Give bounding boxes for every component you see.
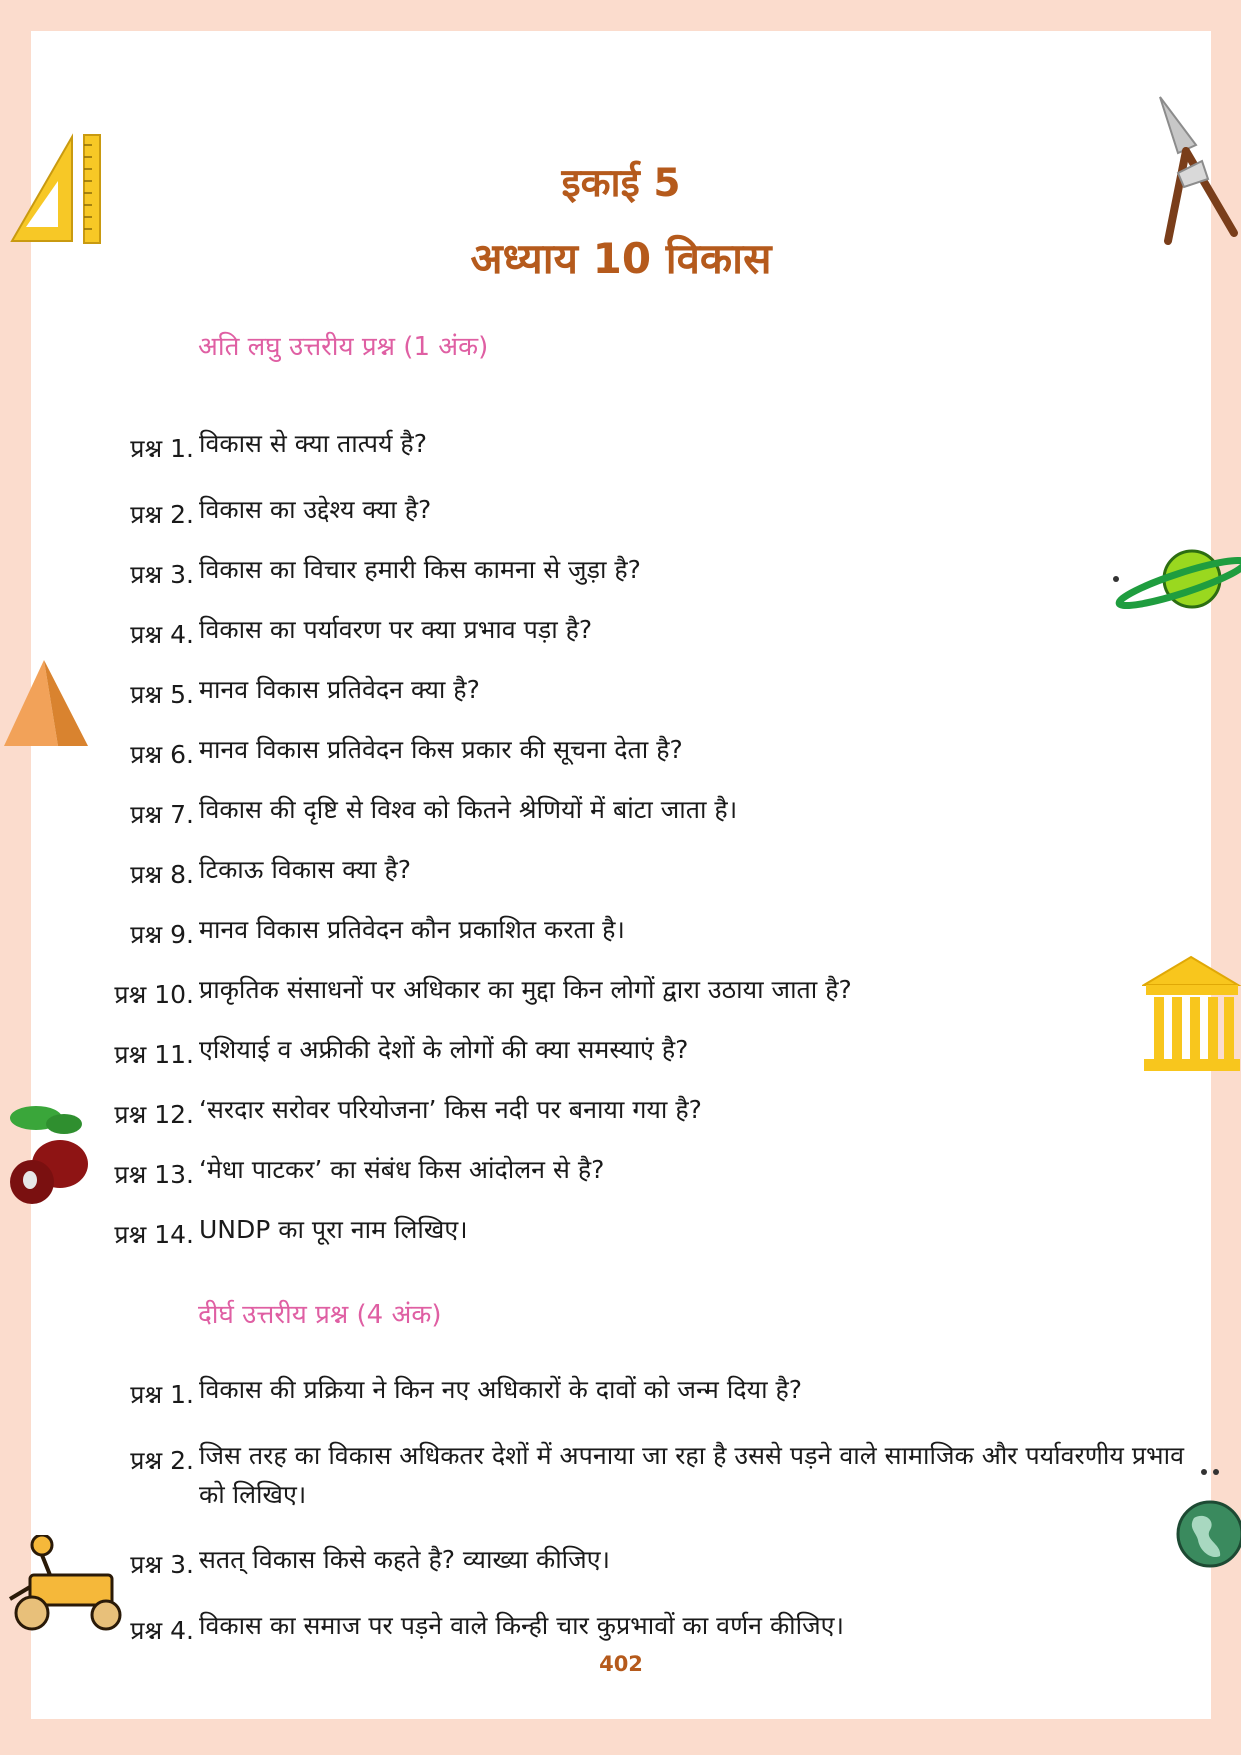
question-number: प्रश्न 14. xyxy=(114,1220,194,1249)
question-text: विकास की दृष्टि से विश्व को कितने श्रेणियों में बांटा जाता है। xyxy=(199,795,738,824)
question-number: प्रश्न 5. xyxy=(130,680,194,709)
question-number: प्रश्न 3. xyxy=(130,560,194,589)
question-text: विकास का विचार हमारी किस कामना से जुड़ा है? xyxy=(199,555,641,584)
question-text: एशियाई व अफ्रीकी देशों के लोगों की क्या समस्याएं है? xyxy=(199,1035,689,1064)
question-number: प्रश्न 1. xyxy=(130,434,194,463)
question-number: प्रश्न 6. xyxy=(130,740,194,769)
question-text: विकास का उद्देश्य क्या है? xyxy=(199,495,432,524)
question-text: विकास से क्या तात्पर्य है? xyxy=(199,429,427,458)
unit-heading: इकाई 5 xyxy=(561,161,681,206)
question-text: ‘मेधा पाटकर’ का संबंध किस आंदोलन से है? xyxy=(199,1155,605,1184)
pyramid-icon xyxy=(2,658,88,748)
question-number: प्रश्न 4. xyxy=(130,1616,194,1645)
question-text: विकास का समाज पर पड़ने वाले किन्ही चार कुप्रभावों का वर्णन कीजिए। xyxy=(199,1611,844,1640)
question-number: प्रश्न 7. xyxy=(130,800,194,829)
question-text: ‘सरदार सरोवर परियोजना’ किस नदी पर बनाया गया है? xyxy=(199,1095,702,1124)
section-heading-long: दीर्घ उत्तरीय प्रश्न (4 अंक) xyxy=(198,1300,442,1330)
question-text: मानव विकास प्रतिवेदन क्या है? xyxy=(199,675,480,704)
section-heading-short: अति लघु उत्तरीय प्रश्न (1 अंक) xyxy=(198,332,489,362)
question-text: टिकाऊ विकास क्या है? xyxy=(199,855,412,884)
question-number: प्रश्न 1. xyxy=(130,1380,194,1409)
question-number: प्रश्न 4. xyxy=(130,620,194,649)
set-square-ruler-icon xyxy=(8,133,104,245)
beans-icon xyxy=(6,1102,90,1206)
question-number: प्रश्न 12. xyxy=(114,1100,194,1129)
question-text: UNDP का पूरा नाम लिखिए। xyxy=(199,1215,468,1244)
question-number: प्रश्न 3. xyxy=(130,1550,194,1579)
question-number: प्रश्न 8. xyxy=(130,860,194,889)
question-text: जिस तरह का विकास अधिकतर देशों में अपनाया जा रहा है उससे पड़ने वाले सामाजिक और पर्यावरणीय प्रभाव को लिखिए। xyxy=(199,1441,1184,1509)
planet-icon xyxy=(1112,545,1241,615)
question-text: सतत् विकास किसे कहते है? व्याख्या कीजिए। xyxy=(199,1545,611,1574)
question-number: प्रश्न 11. xyxy=(114,1040,194,1069)
question-number: प्रश्न 10. xyxy=(114,980,194,1009)
document-page xyxy=(31,31,1211,1719)
stone-tools-icon xyxy=(1156,95,1241,245)
page-number: 402 xyxy=(599,1652,643,1676)
globe-icon xyxy=(1170,1468,1241,1570)
question-number: प्रश्न 9. xyxy=(130,920,194,949)
chapter-heading: अध्याय 10 विकास xyxy=(470,234,772,283)
question-text: विकास का पर्यावरण पर क्या प्रभाव पड़ा है? xyxy=(199,615,593,644)
wheelbarrow-cart-icon xyxy=(0,1535,128,1635)
question-text: प्राकृतिक संसाधनों पर अधिकार का मुद्दा किन लोगों द्वारा उठाया जाता है? xyxy=(199,975,852,1004)
question-text: विकास की प्रक्रिया ने किन नए अधिकारों के दावों को जन्म दिया है? xyxy=(199,1375,803,1404)
greek-temple-icon xyxy=(1142,955,1241,1073)
question-text: मानव विकास प्रतिवेदन कौन प्रकाशित करता है। xyxy=(199,915,625,944)
question-number: प्रश्न 13. xyxy=(114,1160,194,1189)
question-number: प्रश्न 2. xyxy=(130,500,194,529)
question-text: मानव विकास प्रतिवेदन किस प्रकार की सूचना देता है? xyxy=(199,735,683,764)
question-number: प्रश्न 2. xyxy=(130,1446,194,1475)
